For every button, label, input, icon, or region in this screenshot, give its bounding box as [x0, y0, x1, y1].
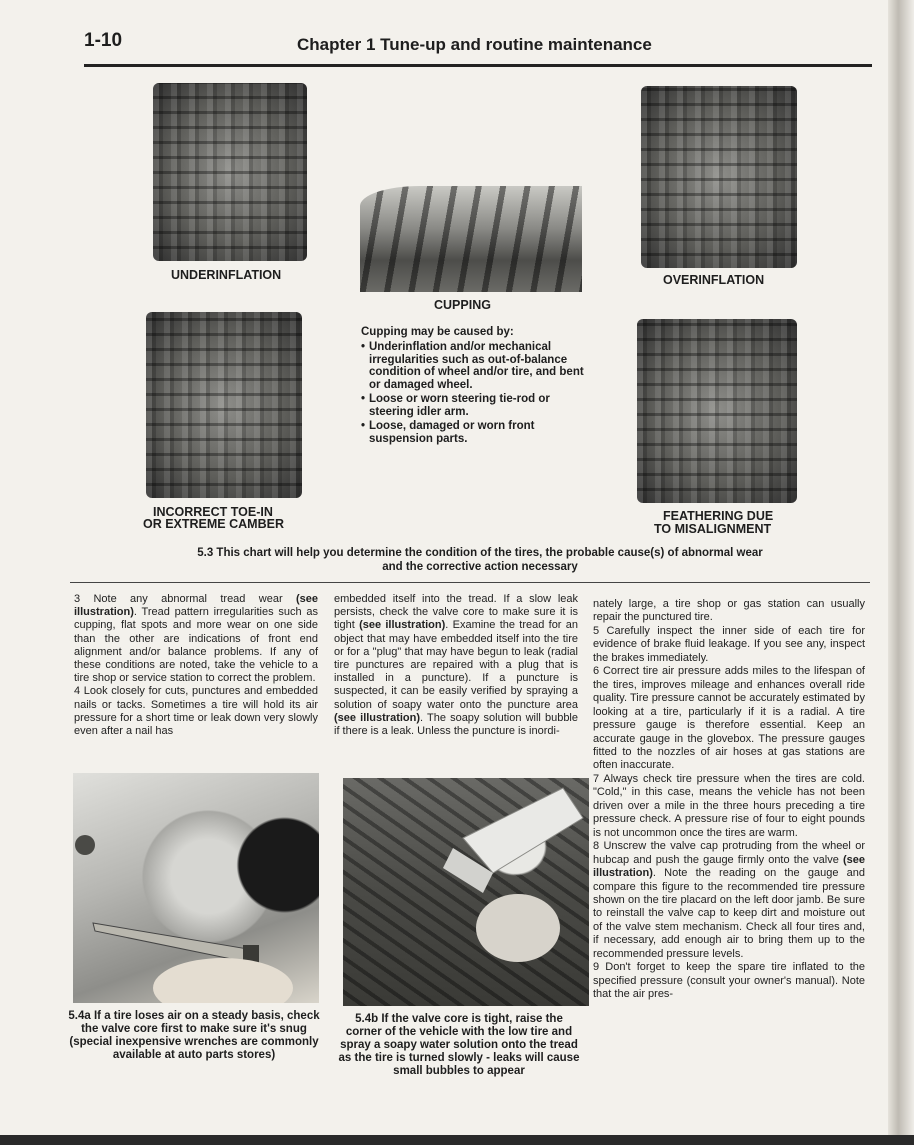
- paragraph-5: 5 Carefully inspect the inner side of each tire for evidence of brake fluid leakage. If you see any, inspect the brakes immediately.: [593, 624, 865, 664]
- toe-in-tire-photo: [146, 312, 302, 498]
- feathering-tire-photo: [637, 319, 797, 503]
- cupping-cause: • Loose, damaged or worn front suspension parts.: [361, 420, 559, 445]
- screwdriver-illustration: [73, 773, 319, 1003]
- cupping-intro: Cupping may be caused by:: [361, 326, 514, 338]
- figure-caption: [120, 546, 840, 574]
- figure-caption-line1: 5.3 This chart will help you determine the condition of the tires, the probable cause(s) of abnormal wear: [197, 547, 763, 559]
- spray-bottle-illustration: [343, 778, 589, 1006]
- paragraph-6: 6 Correct tire air pressure adds miles to the lifespan of the tires, improves mileage and enhances overall ride quality. Tire pressure cannot be accurately estimated by looking at a tire, particularly if it is a radial. A tire pressure gauge is therefore essential. Keep an accurate gauge in the glovebox. The pressure gauges fitted to the nozzles of air hoses at gas stations are often inaccurate.: [593, 665, 865, 772]
- paragraph-9: 9 Don't forget to keep the spare tire inflated to the specified pressure (consult your owner's manual). Note that the air pres-: [593, 961, 865, 1001]
- paragraph-3: 3 Note any abnormal tread wear (see illustration). Tread pattern irregularities such as cupping, flat spots and more wear on one side than the other are indications of front end alignment and/or balance problems. If any of these conditions are noted, take the vehicle to a tire shop or service station to correct the problem.: [74, 593, 318, 685]
- paragraph-8: 8 Unscrew the valve cap protruding from the wheel or hubcap and push the gauge firmly onto the valve (see illustration). Note the reading on the gauge and compare this figure to the recommended tire pressure shown on the tire placard on the left door jamb. Be sure to reinstall the valve cap to keep dirt and moisture out of the valve stem mechanism. Check all four tires and, if necessary, add enough air to bring them up to the recommended pressure levels.: [593, 840, 865, 960]
- caption-5-4a: 5.4a If a tire loses air on a steady basis, check the valve core first to make sure it's snug (special inexpensive wrenches are commonly available at auto parts stores): [68, 1010, 320, 1061]
- feathering-label-line1: FEATHERING DUE: [663, 509, 774, 523]
- paragraph-7: 7 Always check tire pressure when the tires are cold. "Cold," in this case, means the vehicle has not been driven over a mile in the three hours preceding a tire pressure check. A pressure rise of four to eight pounds is not uncommon once the tires are warm.: [593, 772, 865, 839]
- page-bottom-edge: [0, 1135, 914, 1145]
- paragraph-4-end: nately large, a tire shop or gas station can usually repair the punctured tire.: [593, 598, 865, 624]
- cupping-cause: • Underinflation and/or mechanical irregularities such as out-of-balance condition of wheel and/or tire, and bent or damaged wheel.: [361, 341, 595, 391]
- overinflation-label: OVERINFLATION: [663, 273, 765, 287]
- cupping-title: CUPPING: [434, 298, 491, 312]
- caption-5-4b: 5.4b If the valve core is tight, raise the corner of the vehicle with the low tire and spray a soapy water solution onto the tread as the tire is turned slowly - leaks will cause small bubbles to appear: [338, 1013, 580, 1077]
- text-column-3: [593, 598, 865, 1002]
- underinflation-tire-photo: [153, 83, 307, 261]
- soapy-water-spray-photo: [343, 778, 589, 1006]
- section-rule: [70, 582, 870, 583]
- text-column-1: [74, 593, 318, 738]
- underinflation-label: UNDERINFLATION: [171, 268, 282, 282]
- page-number: 1-10: [84, 30, 123, 51]
- valve-core-photo: [73, 773, 319, 1003]
- chapter-title: Chapter 1 Tune-up and routine maintenance: [297, 35, 652, 54]
- feathering-label-line2: TO MISALIGNMENT: [654, 522, 772, 536]
- toe-in-label-line2: OR EXTREME CAMBER: [143, 517, 284, 531]
- cupping-cause: • Loose or worn steering tie-rod or steering idler arm.: [361, 393, 559, 418]
- cupping-tire-photo: [360, 186, 582, 292]
- header-rule: [84, 64, 872, 67]
- page-edge-shadow: [888, 0, 914, 1145]
- overinflation-tire-photo: [641, 86, 797, 268]
- paragraph-4: 4 Look closely for cuts, punctures and embedded nails or tacks. Sometimes a tire will hold its air pressure for a short time or leak down very slowly even after a nail has: [74, 685, 318, 738]
- figure-caption-line2: and the corrective action necessary: [382, 561, 578, 573]
- paragraph-4-continued: embedded itself into the tread. If a slow leak persists, check the valve core to make sure it is tight (see illustration). Examine the tread for an object that may have embedded itself into the tire or for a "plug" that may have begun to leak (radial tire punctures are repaired with a plug that is installed in a puncture). If a puncture is suspected, it can be easily verified by spraying a solution of soapy water onto the puncture area (see illustration). The soapy solution will bubble if there is a leak. Unless the puncture is inordi-: [334, 593, 578, 738]
- text-column-2: [334, 593, 578, 738]
- toe-in-label-line1: INCORRECT TOE-IN: [153, 505, 273, 519]
